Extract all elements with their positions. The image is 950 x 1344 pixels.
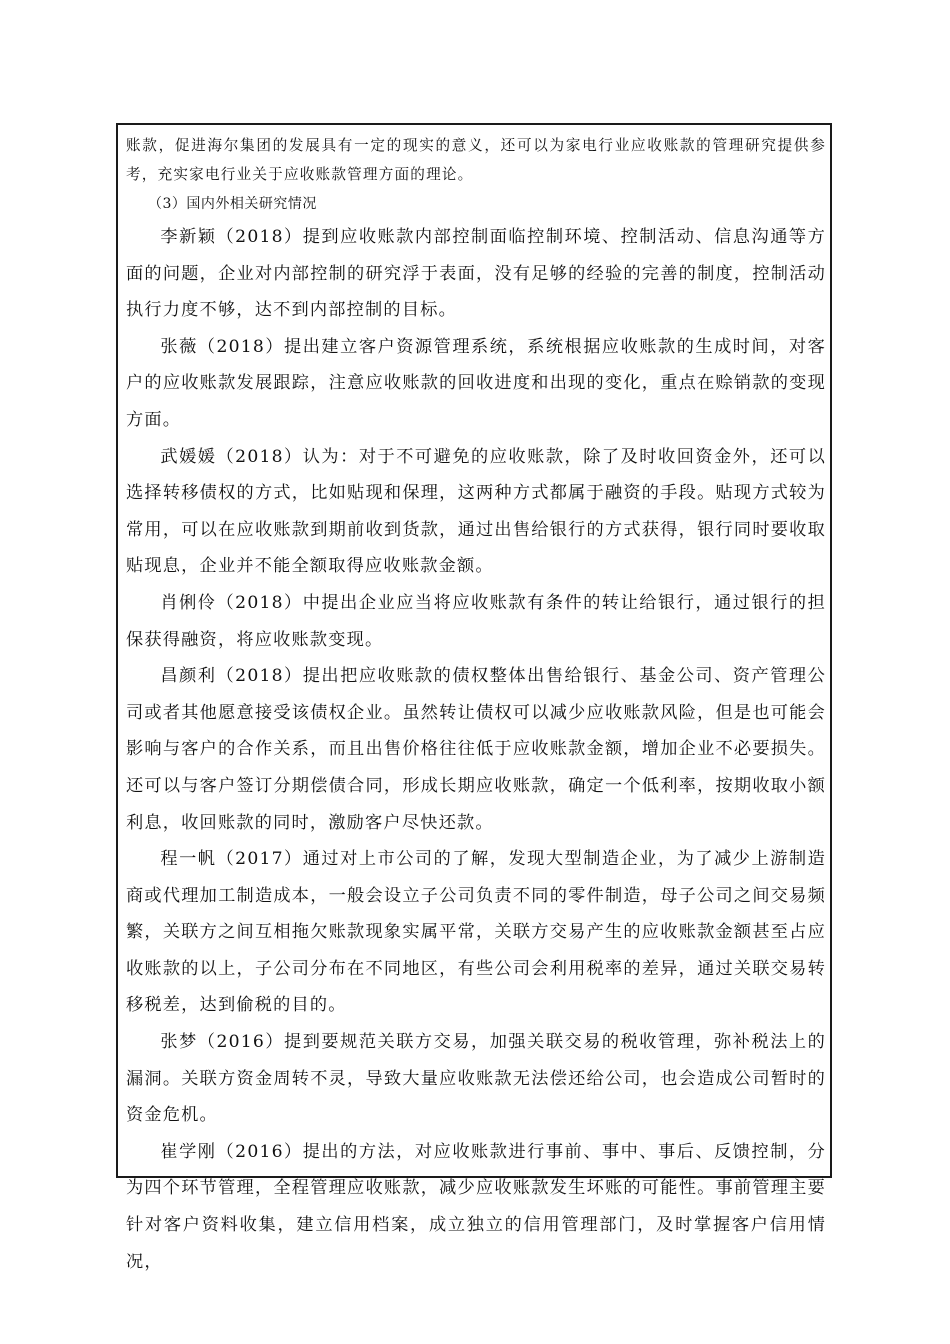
intro-paragraph: 账款，促进海尔集团的发展具有一定的现实的意义，还可以为家电行业应收账款的管理研究提供参考，充实家电行业关于应收账款管理方面的理论。 [126, 137, 826, 183]
paragraph-cheng-yifan: 程一帆（2017）通过对上市公司的了解，发现大型制造企业，为了减少上游制造商或代理加工制造成本，一般会设立子公司负责不同的零件制造，母子公司之间交易频繁，关联方之间互相拖欠账款现象实属平常，关联方交易产生的应收账款金额甚至占应收账款的以上，子公司分布在不同地区，有些公司会利用税率的差异，通过关联交易转移税差，达到偷税的目的。 [126, 849, 826, 1016]
paragraph-xiao-liling: 肖俐伶（2018）中提出企业应当将应收账款有条件的转让给银行，通过银行的担保获得融资，将应收账款变现。 [126, 592, 826, 650]
paragraph-zhang-wei: 张薇（2018）提出建立客户资源管理系统，系统根据应收账款的生成时间，对客户的应收账款发展跟踪，注意应收账款的回收进度和出现的变化，重点在赊销款的变现方面。 [126, 336, 826, 430]
paragraph-wu-yuanyuan: 武媛媛（2018）认为：对于不可避免的应收账款，除了及时收回资金外，还可以选择转移债权的方式，比如贴现和保理，这两种方式都属于融资的手段。贴现方式较为常用，可以在应收账款到期前收到货款，通过出售给银行的方式获得，银行同时要收取贴现息，企业并不能全额取得应收账款金额。 [126, 446, 826, 577]
document-body [126, 125, 826, 1280]
paragraph-cui-xuegang: 崔学刚（2016）提出的方法，对应收账款进行事前、事中、事后、反馈控制，分为四个环节管理，全程管理应收账款，减少应收账款发生坏账的可能性。事前管理主要针对客户资料收集，建立信用档案，成立独立的信用管理部门，及时掌握客户信用情况， [126, 1141, 826, 1272]
section-heading: （3）国内外相关研究情况 [148, 196, 317, 212]
paragraph-chang-yanli: 昌颜利（2018）提出把应收账款的债权整体出售给银行、基金公司、资产管理公司或者其他愿意接受该债权企业。虽然转让债权可以减少应收账款风险，但是也可能会影响与客户的合作关系，而且出售价格往往低于应收账款金额，增加企业不必要损失。还可以与客户签订分期偿债合同，形成长期应收账款，确定一个低利率，按期收取小额利息，收回账款的同时，激励客户尽快还款。 [126, 666, 826, 833]
paragraph-li-xinying: 李新颖（2018）提到应收账款内部控制面临控制环境、控制活动、信息沟通等方面的问题，企业对内部控制的研究浮于表面，没有足够的经验的完善的制度，控制活动执行力度不够，达不到内部控制的目标。 [126, 227, 826, 321]
paragraph-zhang-meng: 张梦（2016）提到要规范关联方交易，加强关联交易的税收管理，弥补税法上的漏洞。关联方资金周转不灵，导致大量应收账款无法偿还给公司，也会造成公司暂时的资金危机。 [126, 1032, 826, 1126]
